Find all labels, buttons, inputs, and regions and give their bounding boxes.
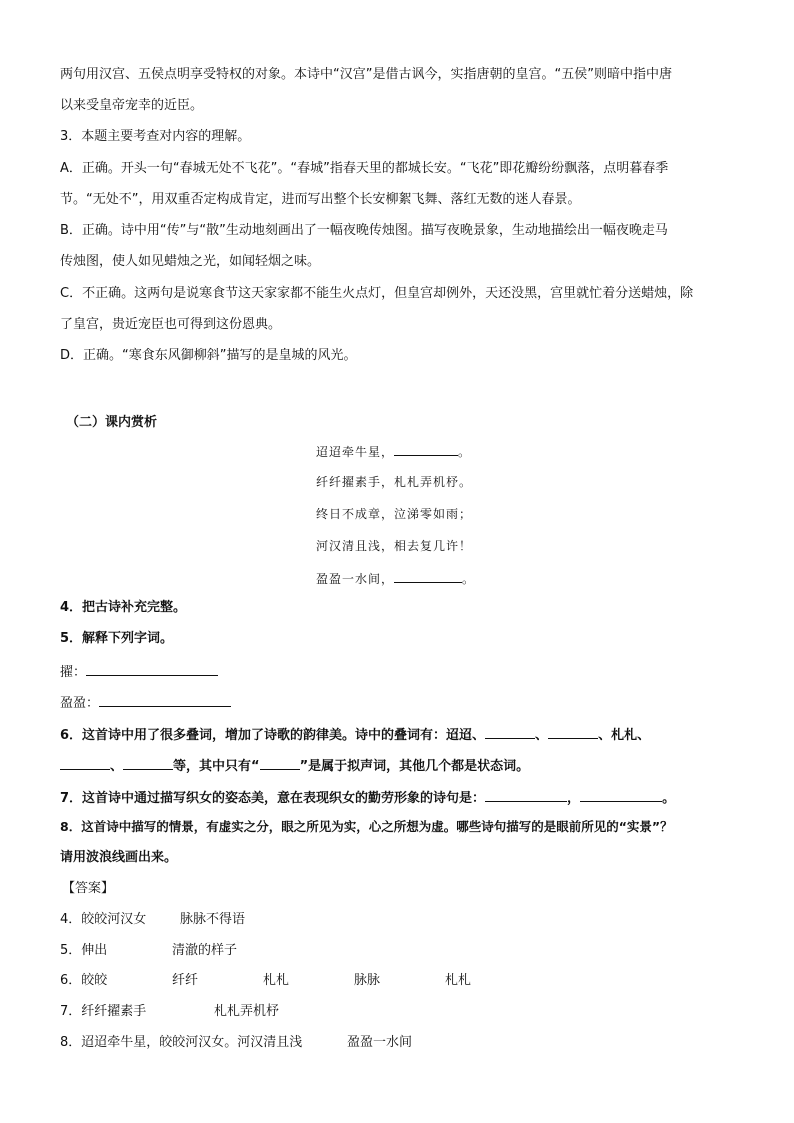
poem-line-2: 纤纤擢素手，札札弄机杼。 [316, 475, 473, 489]
answer-5-part-2: 清澈的样子 [172, 943, 238, 958]
question-7-blank-2 [580, 787, 662, 802]
answer-7-part-1: 7．纤纤擢素手 [60, 1004, 147, 1019]
question-5-item-b-label: 盈盈： [60, 696, 100, 711]
poem-line-1-end: 。 [458, 445, 472, 459]
poem-line-1-text: 迢迢牵牛星， [316, 445, 395, 459]
question-4: 4．把古诗补充完整。 [60, 600, 187, 615]
question-5: 5．解释下列字词。 [60, 631, 174, 646]
question-8-line-1: 8．这首诗中描写的情景，有虚实之分，眼之所见为实，心之所想为虚。哪些诗句描写的是眼前所见的“实景”？ [60, 819, 673, 834]
analysis-b-line-1: B．正确。诗中用“传”与“散”生动地刻画出了一幅夜晚传烛图。描写夜晚景象，生动地描绘出一幅夜晚走马 [60, 223, 668, 238]
question-6-blank-1 [485, 724, 535, 739]
poem-line-5-text: 盈盈一水间， [316, 572, 395, 586]
analysis-d-line: D．正确。“寒食东风御柳斜”描写的是皇城的风光。 [60, 348, 357, 363]
answer-8-part-2: 盈盈一水间 [347, 1035, 413, 1050]
question-6-text-a: 6．这首诗中用了很多叠词，增加了诗歌的韵律美。诗中的叠词有：迢迢、 [60, 728, 486, 743]
question-5-item-a-blank [86, 661, 218, 676]
answer-8 [60, 1034, 412, 1052]
answer-6-part-3: 札札 [263, 973, 290, 988]
question-5-item-b [60, 692, 231, 713]
answer-7 [60, 1003, 279, 1021]
answers-label: 【答案】 [62, 881, 115, 896]
question-5-item-a-label: 擢： [60, 665, 87, 680]
answer-6-part-1: 6．皎皎 [60, 973, 108, 988]
poem-line-5-end: 。 [462, 572, 476, 586]
question-7 [60, 787, 675, 808]
question-6-blank-3 [60, 755, 110, 770]
analysis-line-2: 以来受皇帝宠幸的近臣。 [60, 98, 204, 113]
analysis-line-1: 两句用汉宫、五侯点明享受特权的对象。本诗中“汉宫”是借古讽今，实指唐朝的皇宫。“五侯”则暗中指中唐 [60, 67, 672, 82]
answer-5-part-1: 5．伸出 [60, 943, 108, 958]
question-7-blank-1 [485, 787, 567, 802]
analysis-a-line-1: A．正确。开头一句“春城无处不飞花”。“春城”指春天里的都城长安。“飞花”即花瓣纷纷飘落，点明暮春季 [60, 161, 669, 176]
question-5-item-a [60, 661, 218, 682]
question-6-text-f: ”是属于拟声词，其他几个都是状态词。 [299, 759, 530, 774]
poem-blank-1 [394, 441, 458, 456]
question-6-blank-5 [260, 755, 300, 770]
answer-6-part-2: 纤纤 [172, 973, 199, 988]
analysis-a-line-2: 节。“无处不”，用双重否定构成肯定，进而写出整个长安柳絮飞舞、落红无数的迷人春景。 [60, 192, 581, 207]
analysis-b-line-2: 传烛图，使人如见蜡烛之光，如闻轻烟之味。 [60, 254, 321, 269]
answer-7-part-2: 札札弄机杼 [214, 1004, 280, 1019]
answer-6-part-4: 脉脉 [354, 973, 381, 988]
poem-line-1 [316, 441, 471, 460]
question-6-text-d: 、 [110, 759, 124, 774]
question-7-text-b: ， [567, 791, 581, 806]
question-6-blank-4 [123, 755, 173, 770]
question-6-text-e: 等，其中只有“ [173, 759, 260, 774]
analysis-c-line-2: 了皇宫，贵近宠臣也可得到这份恩典。 [60, 317, 282, 332]
answer-5 [60, 942, 237, 960]
question-6-text-c: 、札札、 [598, 728, 651, 743]
section-title: （二）课内赏析 [66, 415, 158, 430]
poem-line-3: 终日不成章，泣涕零如雨； [316, 507, 473, 521]
answer-6-part-5: 札札 [445, 973, 472, 988]
poem-blank-2 [394, 568, 462, 583]
poem-line-4: 河汉清且浅，相去复几许！ [316, 539, 473, 553]
question-6-line-2 [60, 755, 529, 776]
question-7-text-a: 7．这首诗中通过描写织女的姿态美，意在表现织女的勤劳形象的诗句是： [60, 791, 486, 806]
question-6-text-b: 、 [535, 728, 549, 743]
answer-6 [60, 972, 471, 990]
answer-4-part-2: 脉脉不得语 [180, 912, 246, 927]
answer-4-part-1: 4．皎皎河汉女 [60, 912, 147, 927]
question-8-line-2: 请用波浪线画出来。 [60, 850, 178, 865]
question-7-text-c: 。 [662, 791, 676, 806]
analysis-q3: 3．本题主要考查对内容的理解。 [60, 129, 251, 144]
poem-line-5 [316, 568, 475, 587]
question-5-item-b-blank [99, 692, 231, 707]
answer-4 [60, 911, 245, 929]
analysis-c-line-1: C．不正确。这两句是说寒食节这天家家都不能生火点灯，但皇宫却例外，天还没黑，宫里就忙着分送蜡烛，除 [60, 286, 694, 301]
answer-8-part-1: 8．迢迢牵牛星，皎皎河汉女。河汉清且浅 [60, 1035, 303, 1050]
question-6-line-1 [60, 724, 650, 745]
question-6-blank-2 [548, 724, 598, 739]
